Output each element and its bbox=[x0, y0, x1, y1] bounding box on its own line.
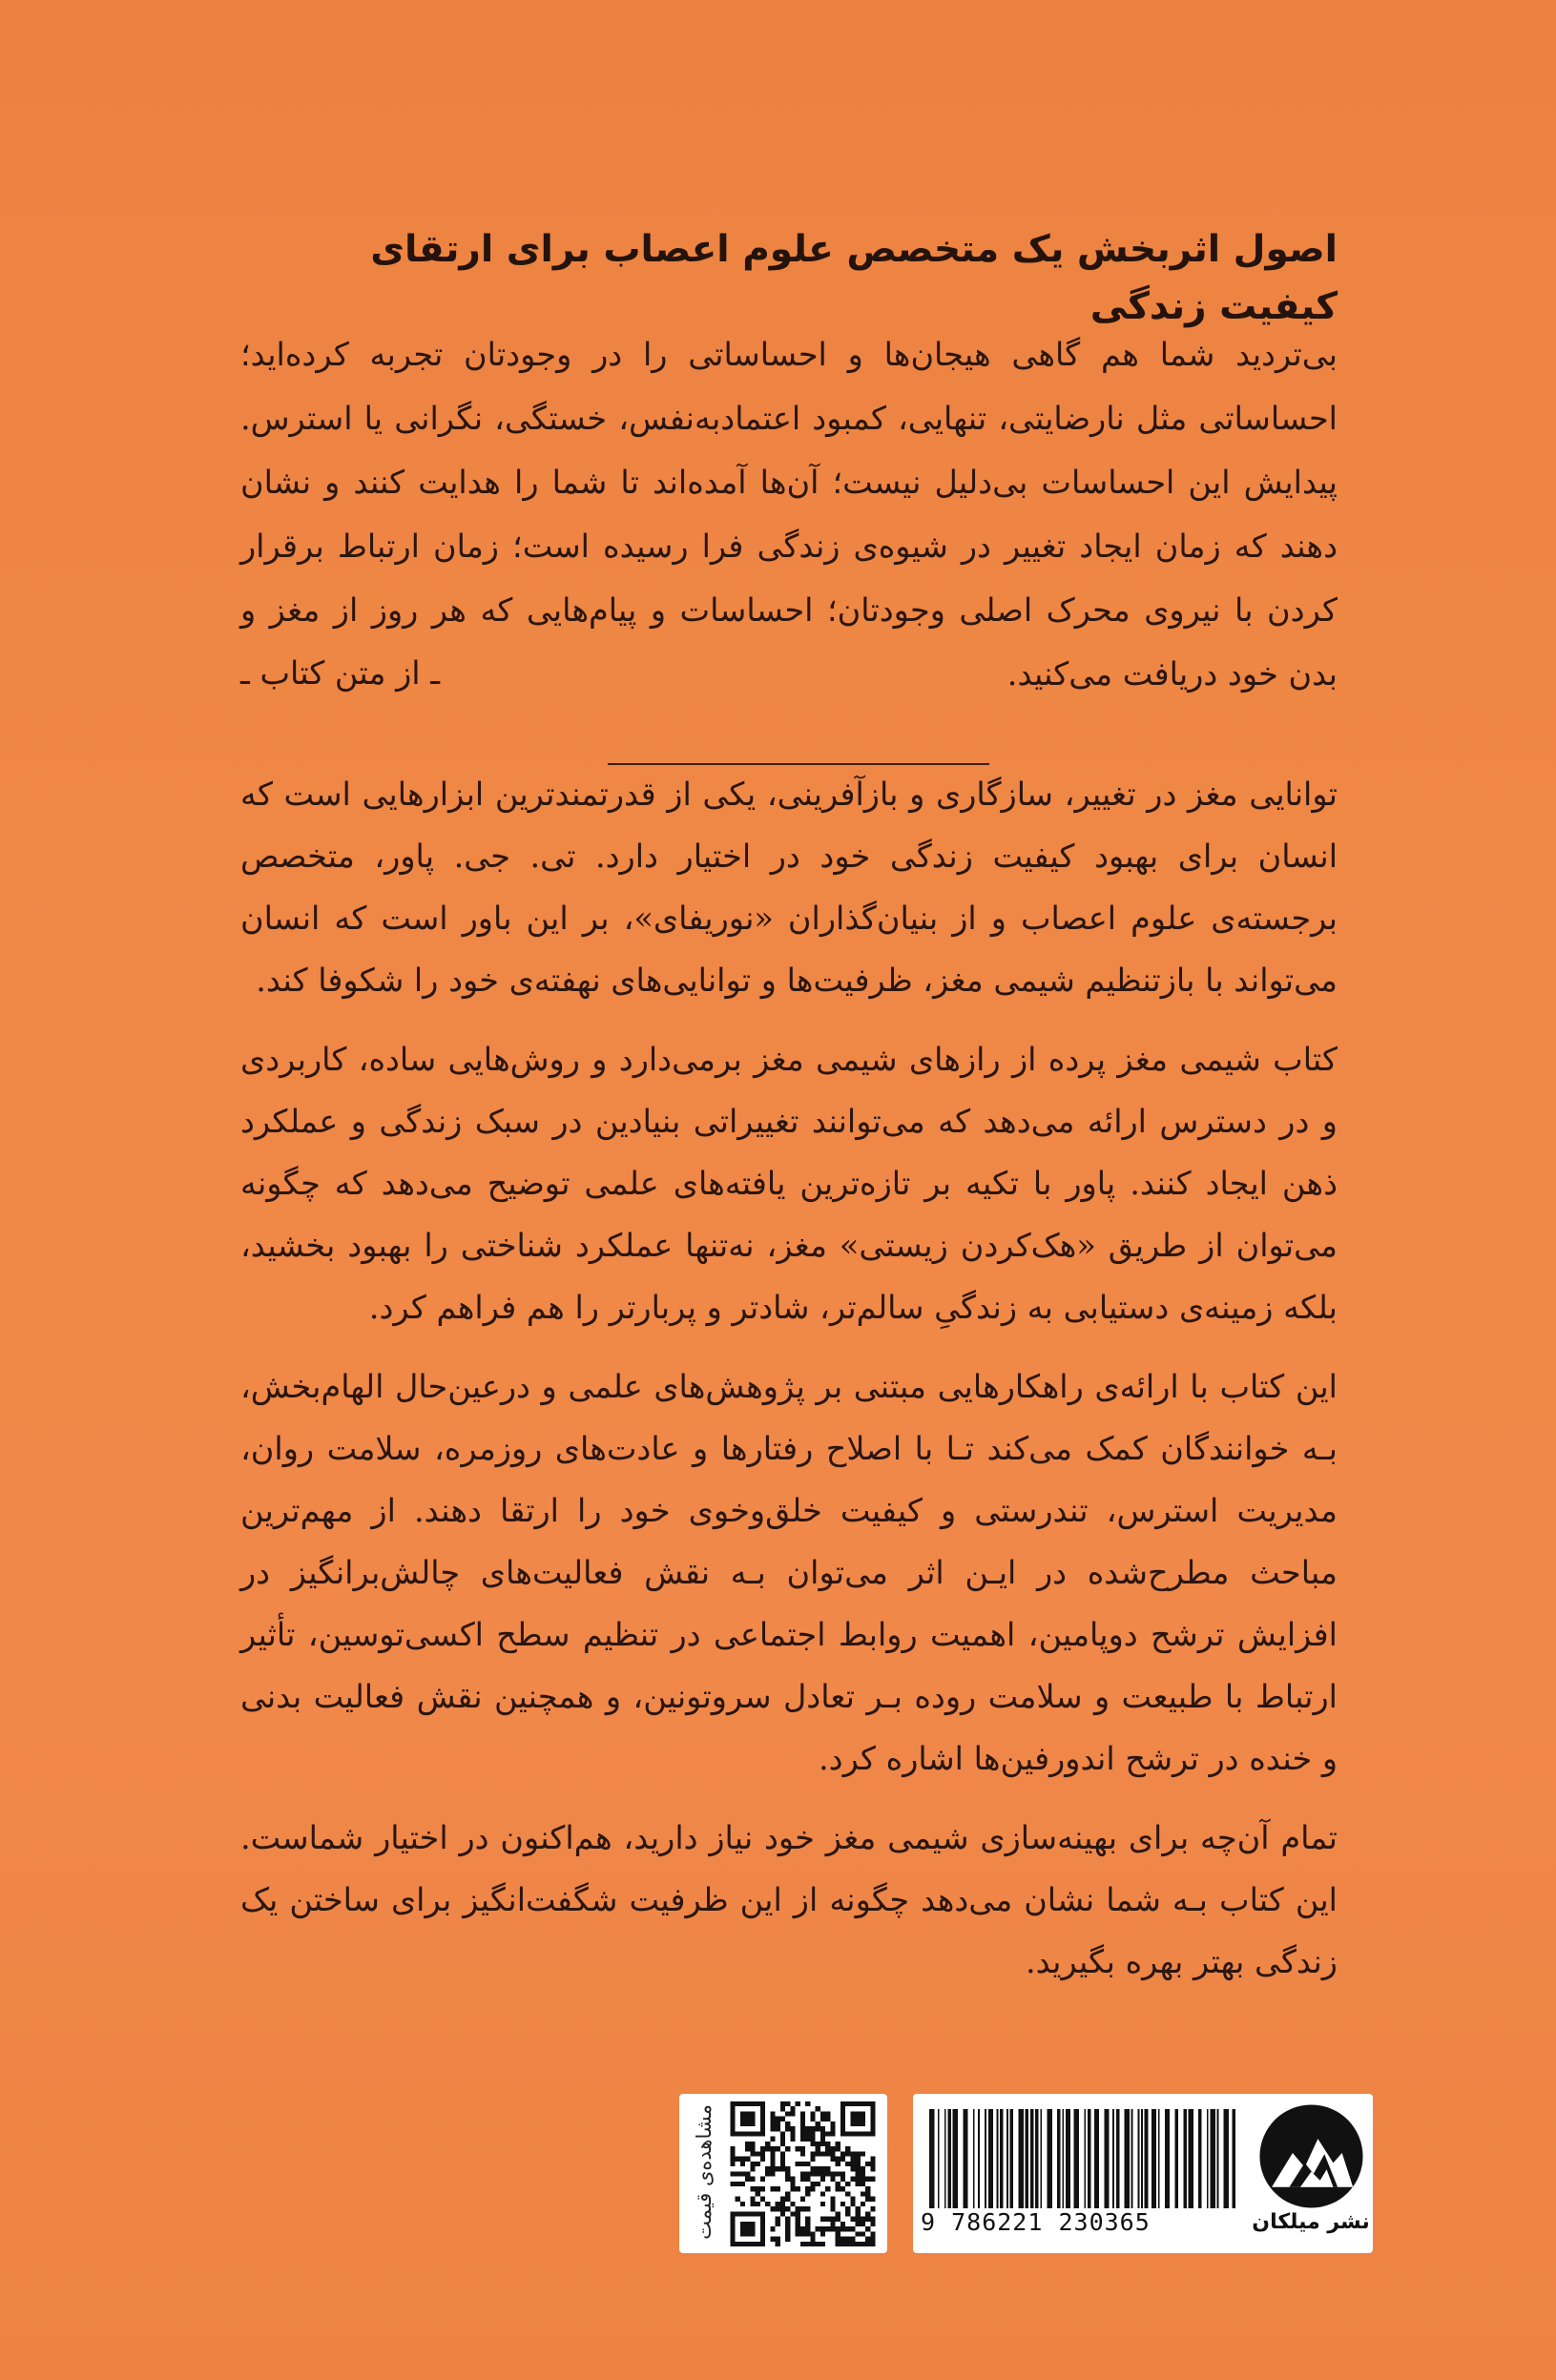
back-cover-headline: اصول اثربخش یک متخصص علوم اعصاب برای ارتقای کیفیت زندگی bbox=[370, 228, 1338, 328]
description-paragraph: توانایی مغز در تغییر، سازگاری و بازآفرینی، یکی از قدرتمندترین ابزارهایی است که انسان برای بهبود کیفیت زندگی خود در اختیار دارد. تی. جی. پاور، متخصص برجسته‌ی علوم اعصاب و از بنیان‌گذاران «نوریفای»، بر این باور است که انسان می‌تواند با بازتنظیم شیمی مغز، ظرفیت‌ها و توانایی‌های نهفته‌ی خود را شکوفا کند. bbox=[240, 776, 1338, 999]
qr-label-wrap bbox=[683, 2096, 725, 2248]
isbn-barcode-panel bbox=[913, 2094, 1373, 2253]
description-paragraph: کتاب شیمی مغز پرده از رازهای شیمی مغز بر‌می‌دارد و روش‌هایی ساده، کاربردی و در دسترس ارائه می‌دهد که می‌توانند تغییراتی بنیادین در سبک زندگی و عملکرد ذهن ایجاد کنند. پاور با تکیه بر تازه‌ترین یافته‌های علمی توضیح می‌دهد که چگونه می‌توان از طریق «هک‌کردن زیستی» مغز، نه‌تنها عملکرد شناختی را بهبود بخشید، بلکه زمینه‌ی دستیابی به زندگیِ سالم‌تر، شادتر و پربارتر را هم فراهم کرد. bbox=[240, 1041, 1338, 1326]
isbn-number: 9 786221 230365 bbox=[921, 2208, 1151, 2236]
publisher-name: نشر میلکان bbox=[1252, 2210, 1370, 2234]
description-paragraph: تمام آن‌چه برای بهینه‌سازی شیمی مغز خود نیاز دارید، هم‌اکنون در اختیار شماست. این کتاب بـه شما نشان می‌دهد چگونه از این ظرفیت شگفت‌انگیز برای ساختن یک زندگی بهتر بهره بگیرید. bbox=[240, 1819, 1338, 1980]
description-paragraph: این کتاب با ارائه‌ی راهکارهایی مبتنی بر پژوهش‌های علمی و درعین‌حال الهام‌بخش، بـه خوانندگان کمک می‌کند تـا با اصلاح رفتارها و عادت‌های روزمره، سلامت روان، مدیریت استرس، تندرستی و کیفیت خلق‌وخوی خود را ارتقا دهند. از مهم‌ترین مباحث مطرح‌شده در ایـن اثر می‌توان بـه نقش فعالیت‌های چالش‌برانگیز در افزایش ترشح دوپامین، اهمیت روابط اجتماعی در تنظیم سطح اکسی‌توسین، تأثیر ارتباط با طبیعت و سلامت روده بـر تعادل سروتونین، و همچنین نقش فعالیت بدنی و خنده در ترشح اندورفین‌ها اشاره کرد. bbox=[240, 1368, 1338, 1777]
qr-code-icon[interactable] bbox=[729, 2101, 877, 2246]
description-body bbox=[240, 763, 1338, 2010]
isbn-barcode-icon bbox=[923, 2109, 1242, 2208]
price-qr-panel bbox=[679, 2094, 887, 2253]
quote-text: بی‌تردید شما هم گاهی هیجان‌ها و احساساتی را در وجودتان تجربه کرده‌اید؛ احساساتی مثل نارضایتی، تنهایی، کمبود اعتمادبه‌نفس، خستگی، نگرانی یا استرس. پیدایش این احساسات بی‌دلیل نیست؛ آن‌ها آمده‌اند تا شما را هدایت کنند و نشان دهند که زمان ایجاد تغییر در شیوه‌ی زندگی فرا رسیده است؛ زمان ارتباط برقرار کردن با نیروی محرک اصلی وجودتان؛ احساسات و پیام‌هایی که هر روز از مغز و بدن خود دریافت می‌کنید. bbox=[240, 336, 1338, 693]
mountains-logo-icon bbox=[1256, 2101, 1366, 2211]
qr-label: مشاهده‌ی قیمت bbox=[693, 2104, 716, 2240]
quote-attribution: ـ از متن کتاب ـ bbox=[240, 654, 441, 692]
